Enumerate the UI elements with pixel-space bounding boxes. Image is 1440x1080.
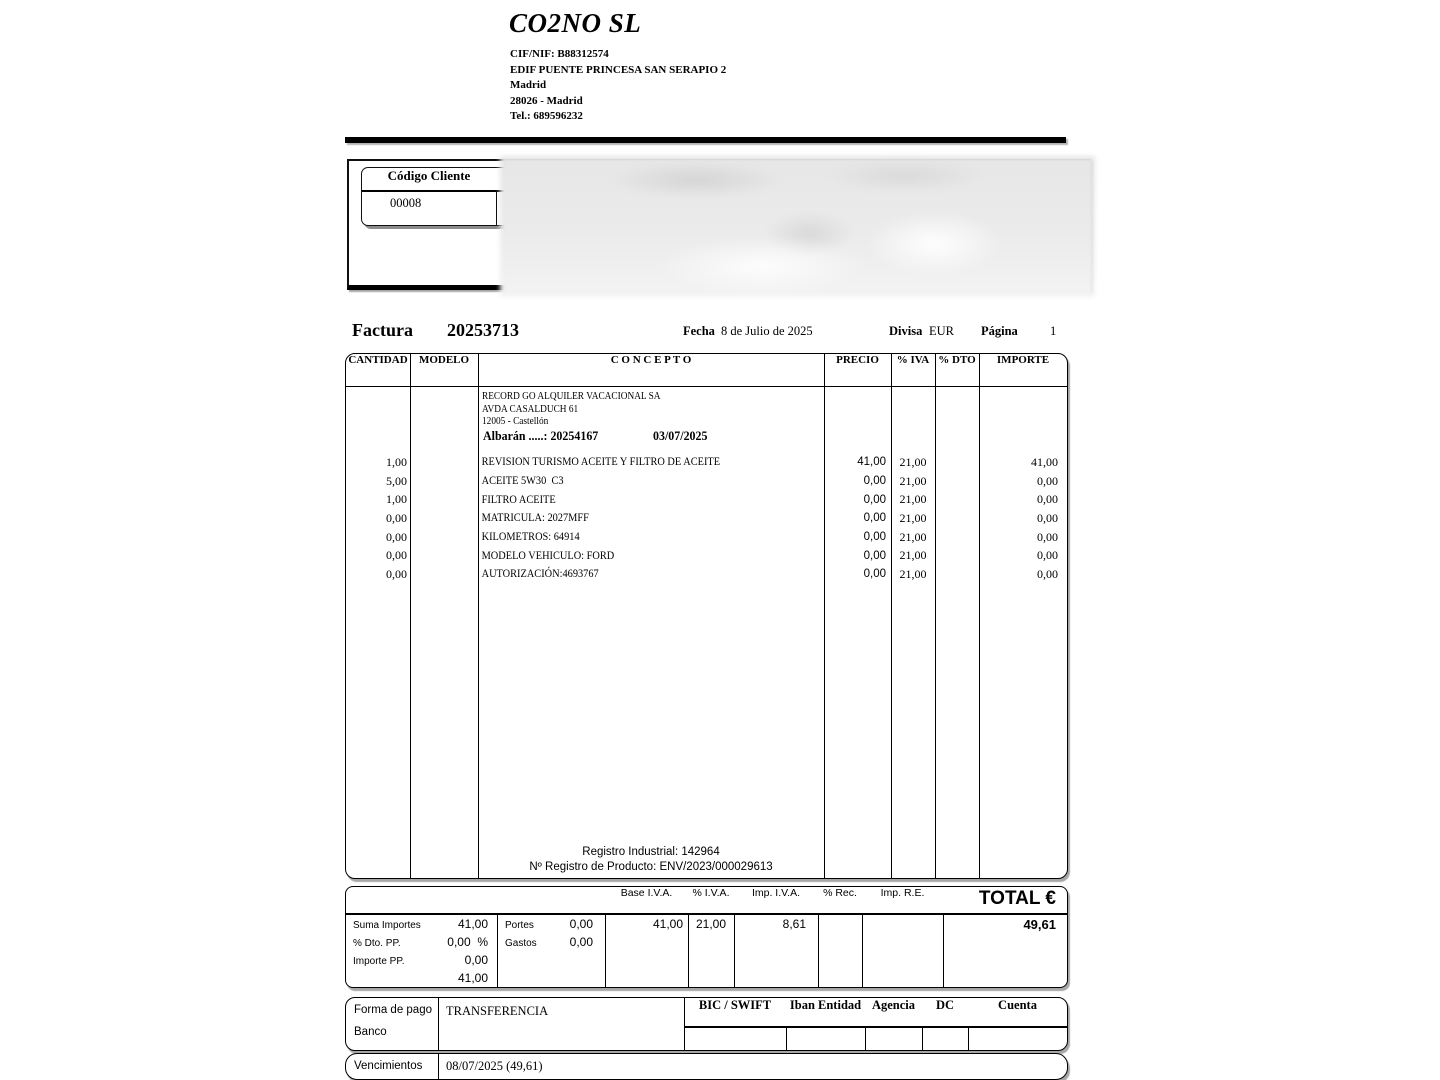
vencimientos-value: 08/07/2025 (49,61) [446, 1059, 543, 1073]
cell-importe: 0,00 [1037, 492, 1058, 507]
suma-importes-label: Suma Importes [353, 920, 421, 931]
due-label-divider [438, 1054, 439, 1079]
totals-column-divider [497, 915, 498, 987]
header-cantidad: CANTIDAD [348, 354, 408, 366]
totals-box [345, 886, 1068, 988]
cell-iva: 21,00 [899, 473, 927, 488]
cell-cantidad: 1,00 [386, 492, 407, 507]
table-row [346, 453, 1067, 472]
page-label: Página [981, 324, 1018, 338]
cell-iva: 21,00 [899, 548, 927, 563]
cell-iva: 21,00 [899, 492, 927, 507]
cell-concepto: FILTRO ACEITE [481, 493, 556, 506]
table-row [346, 472, 1067, 491]
column-divider [824, 354, 825, 878]
cell-precio: 0,00 [863, 549, 886, 562]
cell-precio: 0,00 [863, 531, 886, 544]
table-row [346, 546, 1067, 565]
portes-value: 0,00 [569, 917, 593, 931]
bank-value-bic [684, 1027, 786, 1050]
albaran-reference: Albarán .....: 20254167 [483, 428, 599, 443]
imp-iva-value: 8,61 [782, 917, 806, 931]
table-row [346, 509, 1067, 528]
payment-label-divider [438, 998, 439, 1050]
header-divider-rule [345, 137, 1066, 143]
column-divider [478, 354, 479, 878]
portes-label: Portes [505, 920, 534, 931]
table-row [346, 565, 1067, 584]
cell-concepto: AUTORIZACIÓN:4693767 [481, 568, 599, 581]
vencimientos-label: Vencimientos [354, 1060, 423, 1072]
dto-pp-value: 0,00 % [447, 935, 488, 949]
total-value: 49,61 [1023, 917, 1056, 932]
cell-precio: 0,00 [863, 568, 886, 581]
header-row-divider [346, 386, 1067, 387]
currency-value: EUR [929, 324, 954, 338]
client-code-value: 00008 [390, 196, 422, 210]
cell-cantidad: 5,00 [386, 473, 407, 488]
cell-precio: 0,00 [863, 475, 886, 488]
pct-iva-value: 21,00 [695, 917, 727, 931]
totals-header-divider [346, 913, 1067, 915]
bank-value-iban [786, 1027, 865, 1050]
item-rows [346, 453, 1067, 584]
bank-header-agencia: Agencia [871, 998, 916, 1012]
date-label: Fecha [683, 324, 715, 338]
table-row [346, 528, 1067, 547]
bank-header-bic: BIC / SWIFT [698, 998, 772, 1012]
cell-cantidad: 0,00 [386, 529, 407, 544]
totals-header-imp-re: Imp. R.E. [880, 887, 925, 899]
table-header-row [346, 354, 1067, 366]
cell-concepto: KILOMETROS: 64914 [481, 531, 580, 544]
bank-header-iban: Iban Entidad [789, 998, 862, 1012]
column-divider [935, 354, 936, 878]
cell-precio: 0,00 [863, 493, 886, 506]
cell-iva: 21,00 [899, 454, 927, 469]
header-concepto: C O N C E P T O [610, 354, 692, 366]
header-importe: IMPORTE [996, 354, 1050, 366]
client-code-header: Código Cliente [387, 168, 471, 183]
cell-iva: 21,00 [899, 566, 927, 581]
neto-value: 41,00 [457, 971, 488, 985]
invoice-label: Factura [352, 320, 413, 340]
customer-name: RECORD GO ALQUILER VACACIONAL SA [482, 391, 661, 402]
currency-label: Divisa [889, 324, 923, 338]
importe-pp-value: 0,00 [464, 953, 488, 967]
company-details [510, 47, 726, 125]
customer-block [482, 391, 685, 429]
albaran-date: 03/07/2025 [653, 428, 708, 443]
cell-importe: 0,00 [1037, 548, 1058, 563]
totals-header-imp-iva: Imp. I.V.A. [751, 887, 801, 899]
dto-pp-label: % Dto. PP. [353, 938, 401, 949]
cell-concepto: ACEITE 5W30 C3 [481, 475, 564, 488]
company-name: CO2NO SL [509, 8, 642, 38]
cell-importe: 0,00 [1037, 529, 1058, 544]
table-row [346, 490, 1067, 509]
company-cif: CIF/NIF: B88312574 [510, 48, 609, 60]
cell-importe: 0,00 [1037, 510, 1058, 525]
forma-de-pago-label: Forma de pago [354, 1004, 432, 1016]
column-divider [891, 354, 892, 878]
totals-header-base-iva: Base I.V.A. [620, 887, 673, 899]
cell-cantidad: 1,00 [386, 454, 407, 469]
cell-concepto: MATRICULA: 2027MFF [481, 512, 589, 525]
redacted-customer-info [500, 156, 1095, 297]
gastos-label: Gastos [505, 938, 537, 949]
registro-block [478, 845, 824, 875]
registro-producto: Nº Registro de Producto: ENV/2023/000029613 [529, 861, 773, 873]
cell-iva: 21,00 [899, 529, 927, 544]
totals-header-pct-iva: % I.V.A. [692, 887, 730, 899]
due-dates-box [345, 1053, 1068, 1080]
cell-cantidad: 0,00 [386, 548, 407, 563]
cell-importe: 0,00 [1037, 473, 1058, 488]
client-box-column-divider [496, 190, 497, 225]
bank-value-cuenta [968, 1027, 1067, 1050]
cell-cantidad: 0,00 [386, 566, 407, 581]
cell-importe: 41,00 [1031, 454, 1058, 469]
forma-de-pago-value: TRANSFERENCIA [446, 1004, 549, 1018]
cell-precio: 41,00 [857, 456, 886, 469]
customer-address: AVDA CASALDUCH 61 [482, 403, 579, 415]
header-dto: % DTO [938, 354, 976, 366]
totals-column-divider [818, 915, 819, 987]
cell-precio: 0,00 [863, 512, 886, 525]
header-precio: PRECIO [836, 354, 879, 366]
cell-concepto: MODELO VEHICULO: FORD [481, 549, 615, 562]
header-modelo: MODELO [418, 354, 470, 366]
payment-box [345, 997, 1068, 1051]
cell-concepto: REVISION TURISMO ACEITE Y FILTRO DE ACEITE [481, 456, 721, 469]
bank-header-row [684, 998, 1067, 1026]
header-iva: % IVA [896, 354, 930, 366]
date-value: 8 de Julio de 2025 [721, 324, 813, 338]
customer-city: 12005 - Castellón [482, 416, 549, 428]
gastos-value: 0,00 [569, 935, 593, 949]
column-divider [410, 354, 411, 878]
page-number: 1 [1050, 324, 1057, 338]
items-table [345, 353, 1068, 879]
company-phone: Tel.: 689596232 [510, 110, 583, 123]
bank-value-agencia [865, 1027, 922, 1050]
bank-value-row [684, 1027, 1067, 1050]
invoice-number: 20253713 [447, 320, 519, 340]
bank-header-cuenta: Cuenta [998, 998, 1037, 1012]
suma-importes-value: 41,00 [457, 917, 488, 931]
bank-value-dc [922, 1027, 968, 1050]
base-iva-value: 41,00 [652, 917, 683, 931]
registro-industrial: Registro Industrial: 142964 [582, 846, 720, 858]
column-divider [979, 354, 980, 878]
cell-iva: 21,00 [899, 510, 927, 525]
company-postal: 28026 - Madrid [510, 94, 583, 107]
totals-header-pct-rec: % Rec. [823, 887, 857, 899]
banco-label: Banco [354, 1026, 387, 1038]
cell-cantidad: 0,00 [386, 510, 407, 525]
totals-header-total: TOTAL € [978, 888, 1056, 909]
cell-importe: 0,00 [1037, 566, 1058, 581]
bank-header-dc: DC [935, 998, 955, 1012]
totals-column-divider [862, 915, 863, 987]
company-address: EDIF PUENTE PRINCESA SAN SERAPIO 2 [510, 63, 727, 76]
importe-pp-label: Importe PP. [353, 956, 405, 967]
company-city: Madrid [510, 79, 547, 92]
